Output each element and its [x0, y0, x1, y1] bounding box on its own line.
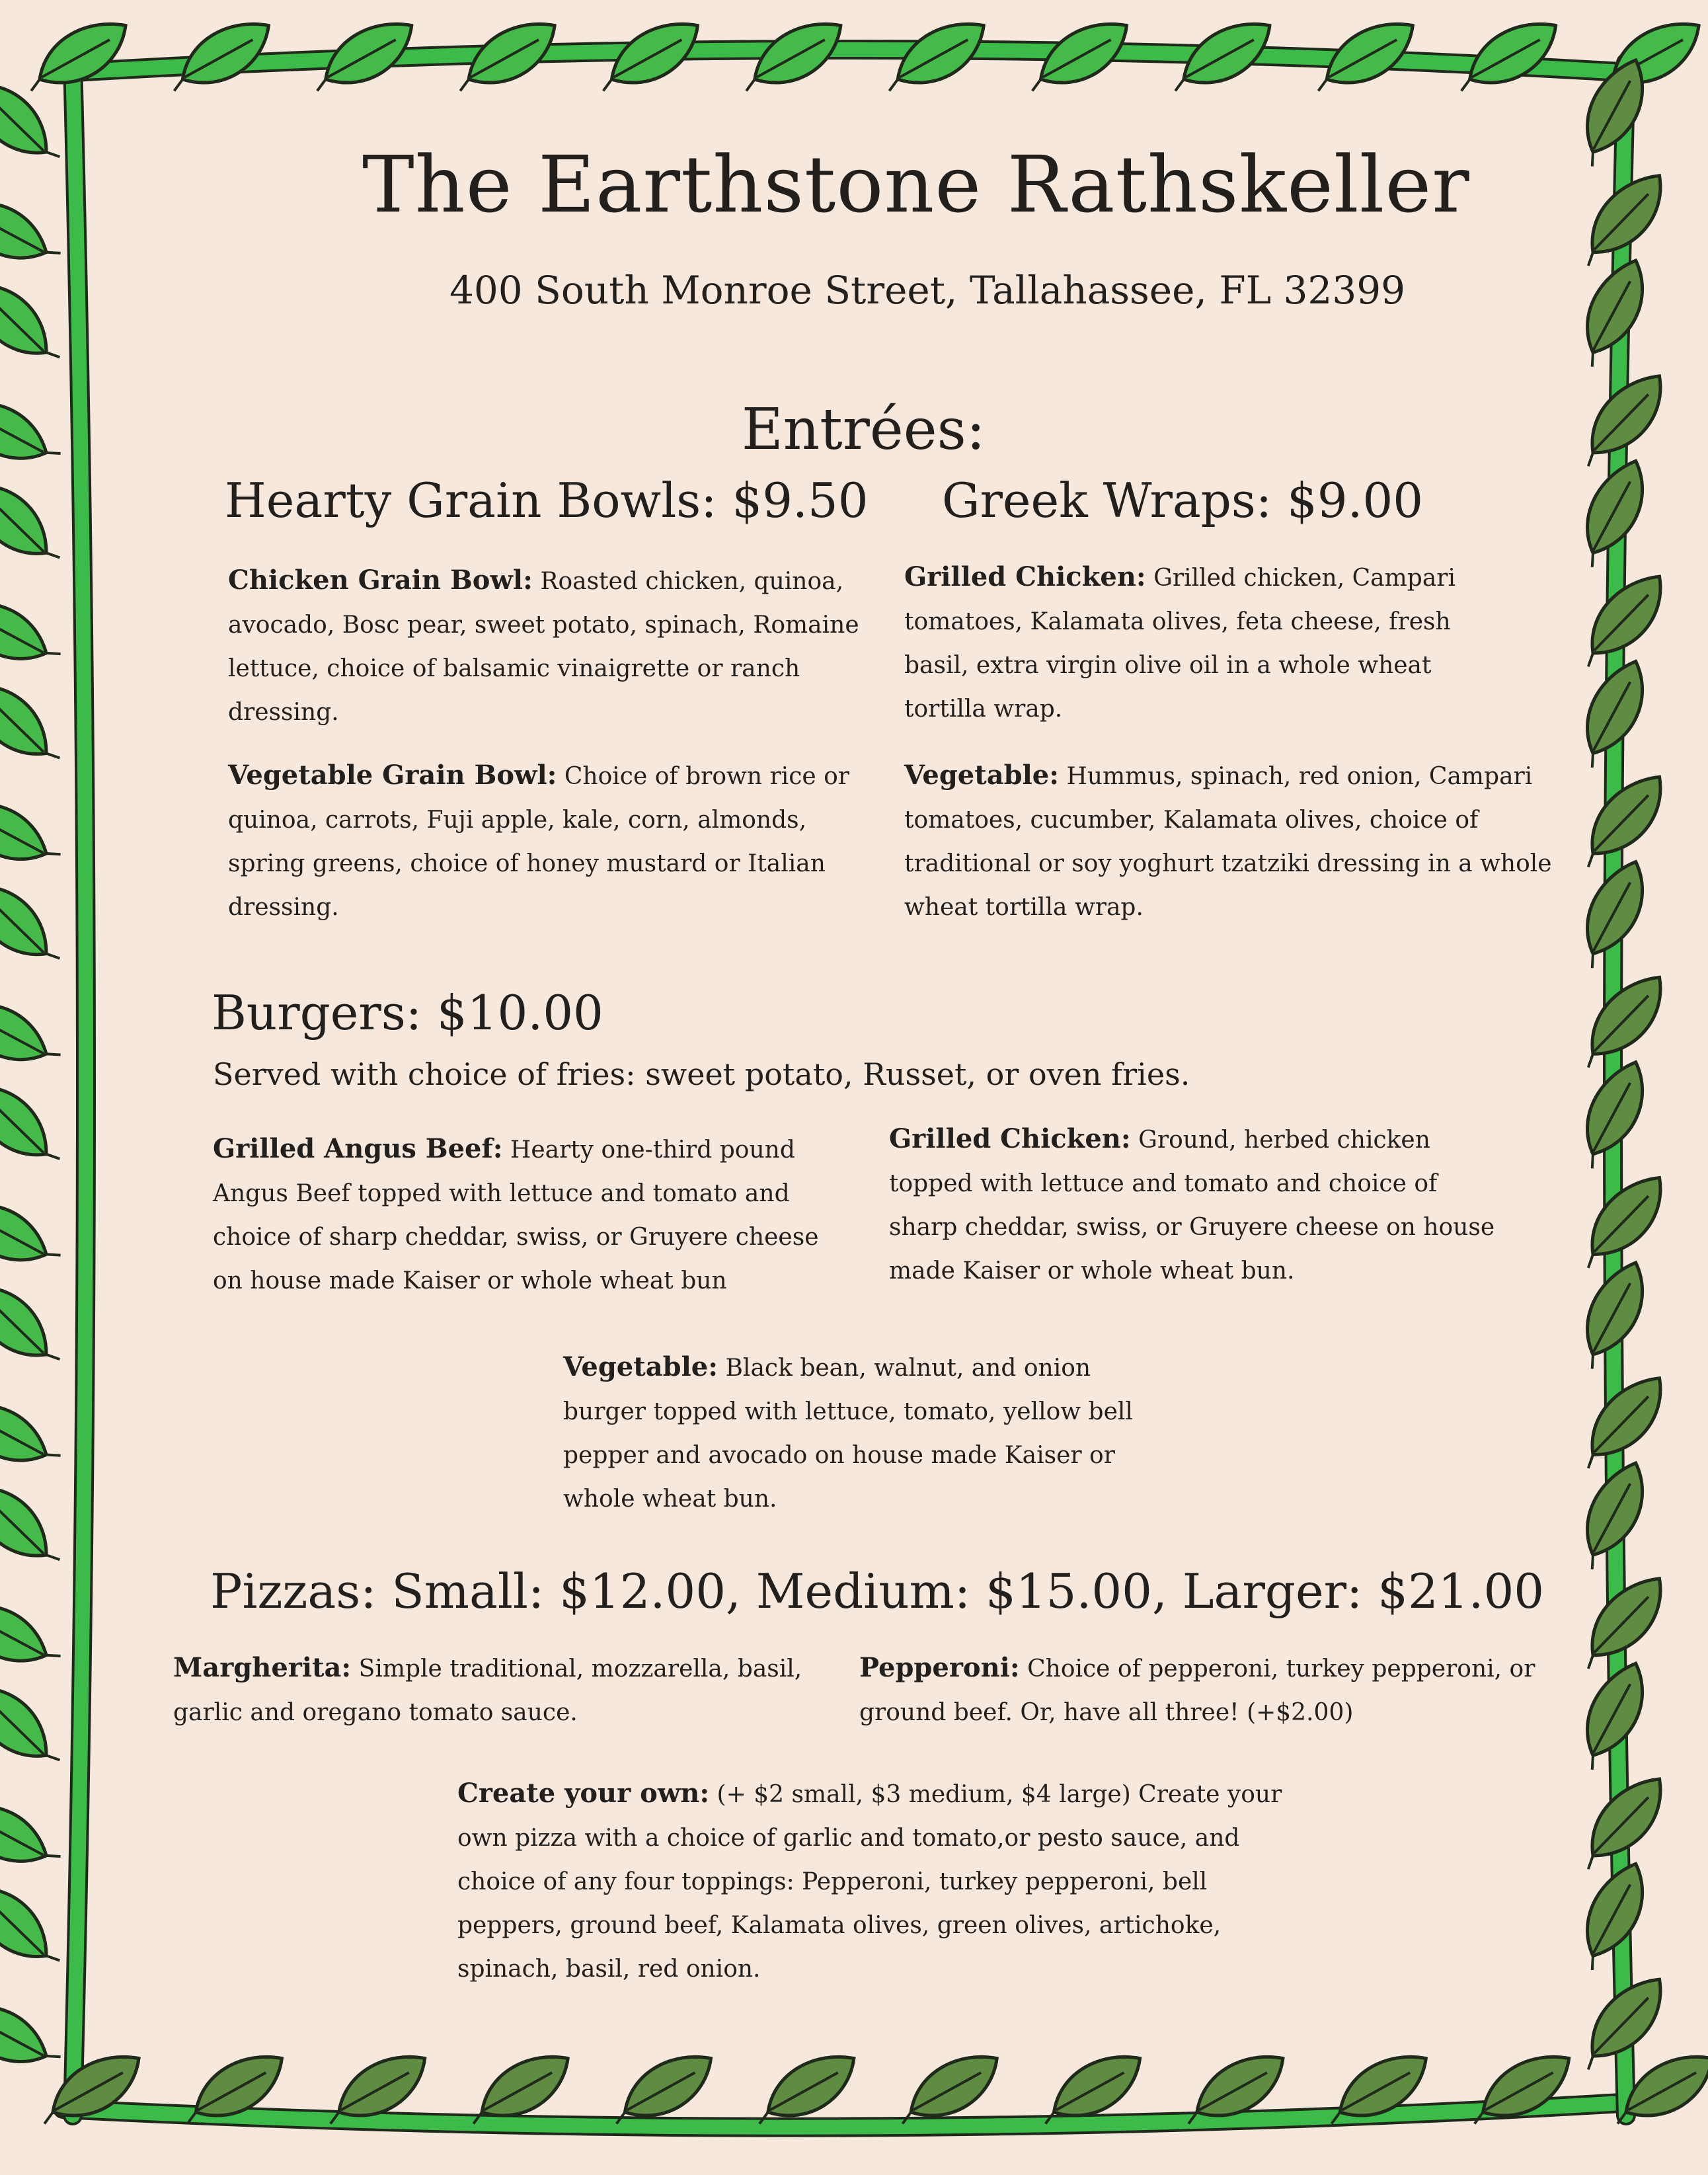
leaf-icon — [0, 465, 65, 582]
item-name: Create your own: — [457, 1778, 710, 1809]
leaf-icon — [0, 666, 65, 783]
item-description: Choice of pepperoni, turkey pepperoni, or ground beef. Or, have all three! (+$2.00) — [859, 1655, 1535, 1726]
item-description: Hearty one-third pound Angus Beef topped with lettuce and tomato and choice of sharp cheddar, swiss, or Gruyere cheese on house made Kaiser or whole wheat bun — [213, 1136, 819, 1294]
item-name: Vegetable: — [904, 760, 1060, 791]
item-name: Grilled Chicken: — [904, 561, 1146, 592]
leaf-icon — [0, 1467, 65, 1584]
item-description: Roasted chicken, quinoa, avocado, Bosc pear, sweet potato, spinach, Romaine lettuce, choice of balsamic vinaigrette or ranch dressing. — [228, 568, 859, 726]
leaf-icon — [0, 1066, 65, 1183]
item-description: Black bean, walnut, and onion burger topped with lettuce, tomato, yellow bell pepper and avocado on house made Kaiser or whole wheat bun. — [563, 1355, 1133, 1513]
restaurant-name: The Earthstone Rathskeller — [362, 139, 1470, 230]
restaurant-address: 400 South Monroe Street, Tallahassee, FL 32399 — [449, 268, 1406, 313]
menu-item — [563, 1345, 1158, 1521]
item-description: Hummus, spinach, red onion, Campari tomatoes, cucumber, Kalamata olives, choice of traditional or soy yoghurt tzatziki dressing in a whole wheat tortilla wrap. — [904, 763, 1552, 921]
leaf-icon — [0, 983, 64, 1088]
entrees-heading: Entrées: — [742, 397, 986, 463]
menu-item — [213, 1127, 821, 1303]
item-name: Margherita: — [173, 1652, 352, 1683]
menu-item — [228, 754, 889, 929]
item-name: Grilled Angus Beef: — [213, 1133, 503, 1164]
leaf-icon — [0, 1267, 65, 1384]
menu-item — [889, 1117, 1504, 1293]
leaf-icon — [0, 381, 64, 486]
menu-item — [228, 559, 889, 734]
menu-item — [859, 1646, 1560, 1735]
leaf-icon — [0, 1384, 64, 1488]
item-name: Vegetable Grain Bowl: — [228, 760, 557, 791]
item-name: Pepperoni: — [859, 1652, 1020, 1683]
leaf-icon — [0, 782, 64, 887]
greek-wraps-heading: Greek Wraps: $9.00 — [942, 473, 1424, 528]
item-name: Grilled Chicken: — [889, 1123, 1131, 1154]
leaf-icon — [0, 181, 64, 286]
item-name: Chicken Grain Bowl: — [228, 565, 533, 596]
leaf-icon — [0, 582, 64, 686]
item-description: Choice of brown rice or quinoa, carrots, Fuji apple, kale, corn, almonds, spring greens, choice of honey mustard or Italian dressing. — [228, 763, 850, 921]
leaf-icon — [0, 1183, 64, 1288]
item-description: Ground, herbed chicken topped with lettuce and tomato and choice of sharp cheddar, swiss, or Gruyere cheese on house made Kaiser or whole wheat bun. — [889, 1127, 1495, 1285]
menu-item — [173, 1646, 834, 1735]
grain-bowls-heading: Hearty Grain Bowls: $9.50 — [225, 473, 869, 528]
burgers-heading: Burgers: $10.00 — [212, 985, 603, 1041]
menu-item — [904, 754, 1552, 929]
item-description: (+ $2 small, $3 medium, $4 large) Create your own pizza with a choice of garlic and tomato,or pesto sauce, and choice of any four toppings: Pepperoni, turkey pepperoni, bell peppers, ground beef, Kalamata olives, green olives, artichoke, spinach, basil, red onion. — [457, 1781, 1282, 1983]
item-name: Vegetable: — [563, 1351, 718, 1382]
leaf-icon — [0, 1667, 65, 1784]
leaf-icon — [0, 1868, 65, 1985]
menu-item — [457, 1772, 1284, 1991]
leaf-icon — [0, 1985, 64, 2089]
item-description: Simple traditional, mozzarella, basil, garlic and oregano tomato sauce. — [173, 1655, 802, 1726]
pizzas-heading: Pizzas: Small: $12.00, Medium: $15.00, Larger: $21.00 — [210, 1563, 1545, 1619]
leaf-icon — [0, 866, 65, 983]
menu-item — [904, 555, 1499, 731]
leaf-icon — [0, 1784, 64, 1889]
leaf-icon — [0, 1584, 64, 1688]
burgers-note: Served with choice of fries: sweet potato, Russet, or oven fries. — [213, 1056, 1190, 1092]
leaf-icon — [0, 264, 65, 381]
item-description: Grilled chicken, Campari tomatoes, Kalamata olives, feta cheese, fresh basil, extra virgin olive oil in a whole wheat tortilla wrap. — [904, 565, 1456, 723]
